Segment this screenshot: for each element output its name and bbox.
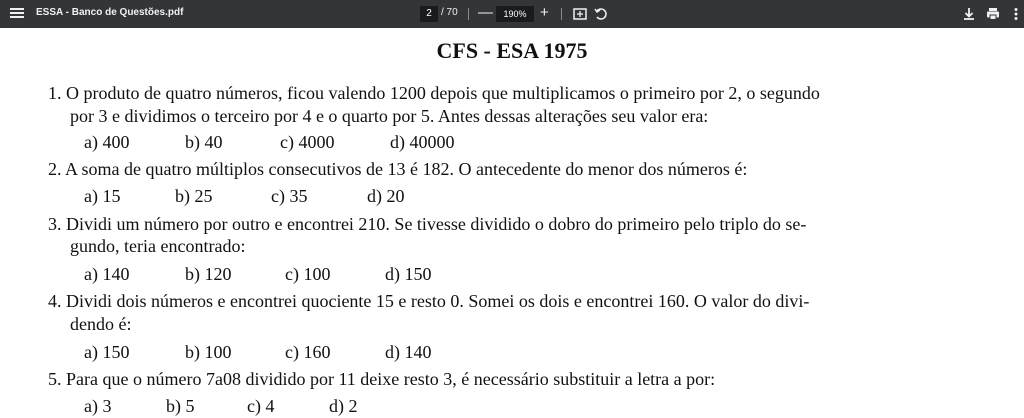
question-4-option-d[interactable]: d) 140 (385, 342, 432, 362)
question-2-option-b[interactable]: b) 25 (175, 186, 213, 206)
zoom-in-button[interactable]: + (540, 4, 549, 21)
question-1-option-d[interactable]: d) 40000 (390, 132, 455, 152)
question-1-line-2: por 3 e dividimos o terceiro por 4 e o quarto por 5. Antes dessas alterações seu valor era: (70, 106, 709, 126)
page-total: / 70 (441, 7, 458, 18)
question-3-option-b[interactable]: b) 120 (185, 264, 232, 284)
page-heading: CFS - ESA 1975 (436, 38, 588, 63)
question-1-option-b[interactable]: b) 40 (185, 132, 223, 152)
question-2-option-a[interactable]: a) 15 (84, 186, 121, 206)
question-4-option-b[interactable]: b) 100 (185, 342, 232, 362)
question-4-option-a[interactable]: a) 150 (84, 342, 130, 362)
document-title: ESSA - Banco de Questões.pdf (36, 7, 184, 18)
zoom-input[interactable] (496, 6, 534, 22)
fit-page-icon[interactable] (572, 6, 588, 22)
question-3-line-2: gundo, teria encontrado: (70, 236, 246, 256)
question-4-line-1: 4. Dividi dois números e encontrei quociente 15 e resto 0. Somei os dois e encontrei 160. O valor do divi- (48, 291, 810, 311)
question-1-option-a[interactable]: a) 400 (84, 132, 130, 152)
toolbar-divider (561, 8, 562, 20)
question-5-line-1: 5. Para que o número 7a08 dividido por 11 deixe resto 3, é necessário substituir a letra a por: (48, 369, 716, 389)
pdf-page (0, 28, 1024, 418)
question-3-line-1: 3. Dividi um número por outro e encontrei 210. Se tivesse dividido o dobro do primeiro pelo triplo do se- (48, 214, 807, 234)
question-2-line-1: 2. A soma de quatro múltiplos consecutivos de 13 é 182. O antecedente do menor dos números é: (48, 159, 748, 179)
question-5-option-b[interactable]: b) 5 (166, 396, 195, 416)
print-icon[interactable] (985, 6, 1001, 22)
question-4-line-2: dendo é: (70, 314, 132, 334)
menu-icon[interactable] (10, 6, 24, 22)
zoom-out-button[interactable]: — (478, 4, 493, 21)
question-3-option-a[interactable]: a) 140 (84, 264, 130, 284)
question-1-option-c[interactable]: c) 4000 (280, 132, 335, 152)
rotate-icon[interactable] (593, 6, 609, 22)
question-2-option-d[interactable]: d) 20 (367, 186, 405, 206)
pdf-toolbar (0, 0, 1024, 28)
question-1-line-1: 1. O produto de quatro números, ficou valendo 1200 depois que multiplicamos o primeiro por 2, o segundo (48, 83, 820, 103)
question-5-option-a[interactable]: a) 3 (84, 396, 112, 416)
more-options-icon[interactable] (1008, 6, 1024, 22)
question-3-option-d[interactable]: d) 150 (385, 264, 432, 284)
download-icon[interactable] (961, 6, 977, 22)
toolbar-divider (468, 8, 469, 20)
question-3-option-c[interactable]: c) 100 (285, 264, 331, 284)
question-4-option-c[interactable]: c) 160 (285, 342, 331, 362)
question-5-option-c[interactable]: c) 4 (247, 396, 275, 416)
page-number-input[interactable] (420, 6, 438, 22)
question-2-option-c[interactable]: c) 35 (271, 186, 308, 206)
question-5-option-d[interactable]: d) 2 (329, 396, 358, 416)
